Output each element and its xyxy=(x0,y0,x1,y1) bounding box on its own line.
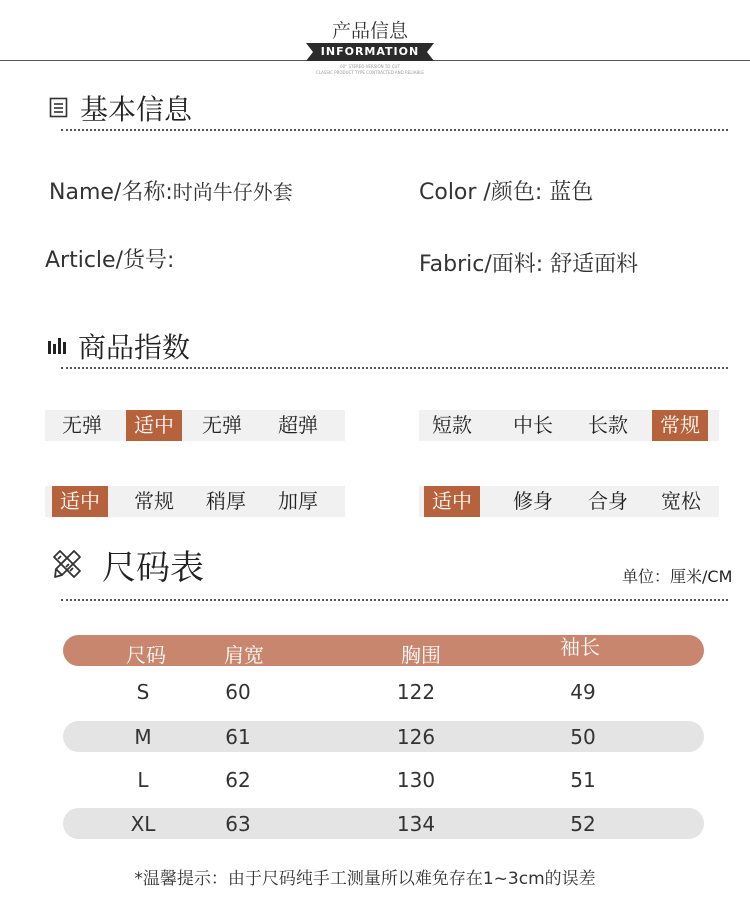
index-option: 无弹 xyxy=(62,413,102,437)
cell-size: S xyxy=(136,680,150,704)
fabric-label: Fabric/面料: xyxy=(419,252,544,277)
measurement-note: *温馨提示：由于尺码纯手工测量所以难免存在1~3cm的误差 xyxy=(134,869,596,889)
cell-shoulder: 61 xyxy=(225,725,251,749)
cell-sleeve: 49 xyxy=(570,680,596,704)
size-chart-title: 尺码表 xyxy=(102,548,204,588)
unit-label: 单位：厘米/CM xyxy=(622,567,733,586)
index-option: 宽松 xyxy=(661,489,701,513)
index-option: 无弹 xyxy=(202,413,242,437)
index-option-selected: 适中 xyxy=(52,486,108,517)
index-divider xyxy=(61,367,728,369)
col-header-chest: 胸围 xyxy=(401,643,441,667)
index-option: 稍厚 xyxy=(206,489,246,513)
header-title: 产品信息 xyxy=(331,20,408,42)
index-option-selected: 适中 xyxy=(126,410,182,441)
index-group-thickness xyxy=(45,486,345,517)
index-option: 常规 xyxy=(134,489,174,513)
basic-info-title: 基本信息 xyxy=(80,93,193,126)
cell-shoulder: 63 xyxy=(225,812,251,836)
document-icon xyxy=(49,97,68,118)
color-label: Color /颜色: xyxy=(419,180,543,205)
cell-sleeve: 50 xyxy=(570,725,596,749)
name-value: 时尚牛仔外套 xyxy=(172,180,293,204)
fabric-value: 舒适面料 xyxy=(550,252,639,277)
cell-sleeve: 52 xyxy=(570,812,596,836)
size-chart-divider xyxy=(61,599,728,601)
index-group-length xyxy=(419,410,719,441)
index-option: 加厚 xyxy=(278,489,318,513)
col-header-sleeve: 袖长 xyxy=(560,635,600,659)
ruler-pencil-icon xyxy=(51,548,83,580)
header-subtitle-line1: 60° STEREO VERSION TO CUT xyxy=(340,64,400,69)
cell-sleeve: 51 xyxy=(570,768,596,792)
index-group-fit xyxy=(419,486,719,517)
article-field xyxy=(45,243,174,274)
name-label: Name/名称: xyxy=(49,180,173,205)
cell-shoulder: 62 xyxy=(225,768,251,792)
col-header-size: 尺码 xyxy=(126,643,166,667)
cell-shoulder: 60 xyxy=(225,680,251,704)
index-option: 中长 xyxy=(513,413,553,437)
col-header-shoulder: 肩宽 xyxy=(224,643,264,667)
cell-chest: 130 xyxy=(396,768,436,792)
header-subtitle-line2: CLASSIC PRODUCT TYPE CONTRACTED AND RELIABLE xyxy=(316,70,424,75)
header-banner-text: INFORMATION xyxy=(320,45,420,58)
index-group-stretch xyxy=(45,410,345,441)
cell-size: XL xyxy=(130,812,156,836)
index-option-selected: 常规 xyxy=(652,410,708,441)
index-option: 超弹 xyxy=(278,413,318,437)
index-option: 短款 xyxy=(432,413,472,437)
index-option-selected: 适中 xyxy=(424,486,480,517)
color-value: 蓝色 xyxy=(549,180,594,205)
index-title: 商品指数 xyxy=(78,331,191,364)
name-field xyxy=(49,175,293,206)
fabric-field xyxy=(419,247,638,278)
basic-info-divider xyxy=(61,129,728,131)
index-option: 合身 xyxy=(588,489,628,513)
cell-size: L xyxy=(137,768,149,792)
cell-chest: 122 xyxy=(396,680,436,704)
cell-chest: 134 xyxy=(396,812,436,836)
bar-chart-icon xyxy=(48,336,68,354)
cell-chest: 126 xyxy=(396,725,436,749)
index-option: 长款 xyxy=(588,413,628,437)
index-option: 修身 xyxy=(513,489,553,513)
cell-size: M xyxy=(134,725,152,749)
article-label: Article/货号: xyxy=(45,248,175,273)
color-field xyxy=(419,175,593,206)
